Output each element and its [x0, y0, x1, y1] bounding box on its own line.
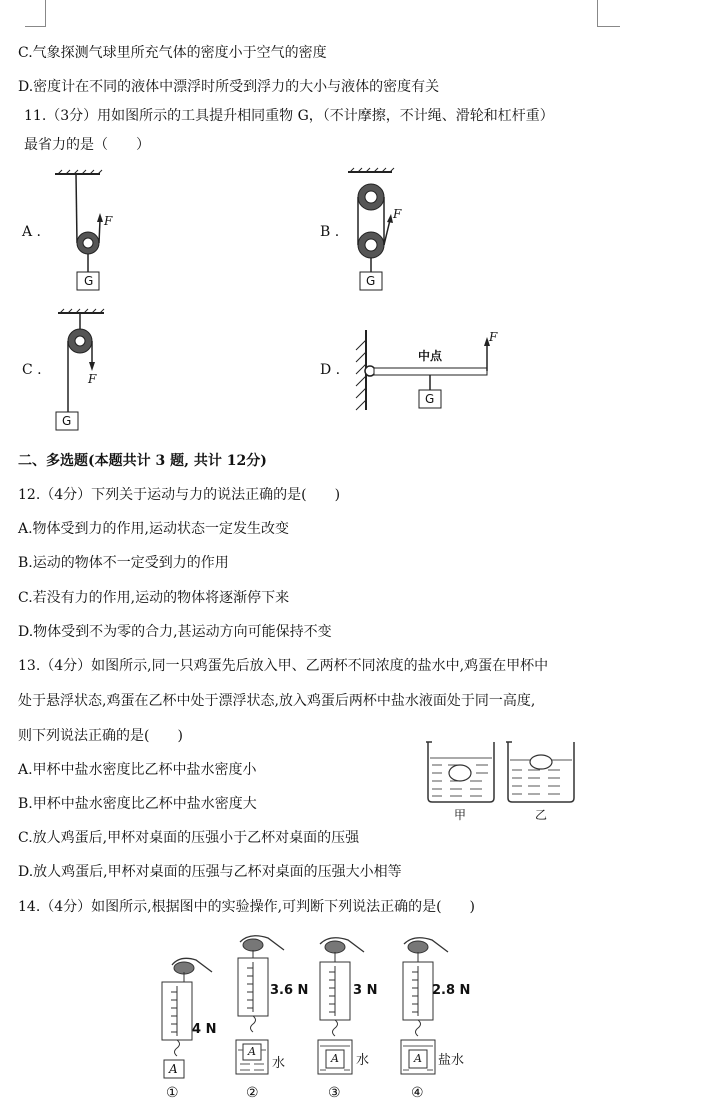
q14-liquid-4: 盐水 [438, 1053, 465, 1068]
q13-option-b: B.甲杯中盐水密度比乙杯中盐水密度大 [18, 796, 257, 812]
q11-c-force-label: F [88, 372, 97, 386]
q14-object-3: A [331, 1052, 339, 1065]
q14-reading-2: 3.6 N [270, 983, 309, 998]
q14-stem: 14.（4分）如图所示,根据图中的实验操作,可判断下列说法正确的是( ) [18, 899, 475, 915]
q14-step-4: ④ [411, 1085, 424, 1101]
q14-reading-1: 4 N [192, 1022, 217, 1037]
q14-object-1: A [169, 1062, 178, 1076]
q11-d-force-label: F [489, 330, 498, 344]
q13-cup-left-label: 甲 [454, 808, 467, 822]
q13-option-c: C.放人鸡蛋后,甲杯对桌面的压强小于乙杯对桌面的压强 [18, 830, 360, 846]
q12-stem: 12.（4分）下列关于运动与力的说法正确的是( ) [18, 487, 341, 503]
q11-label-d: D . [320, 362, 341, 378]
q13-cup-right-label: 乙 [535, 808, 548, 822]
q11-d-weight-label: G [425, 392, 435, 406]
q11-label-c: C . [22, 362, 42, 378]
q14-object-2: A [248, 1045, 256, 1058]
q13-option-a: A.甲杯中盐水密度比乙杯中盐水密度小 [18, 762, 257, 778]
q11-c-weight-label: G [62, 414, 72, 428]
q12-option-a: A.物体受到力的作用,运动状态一定发生改变 [18, 521, 290, 537]
q10-option-c: C.气象探测气球里所充气体的密度小于空气的密度 [18, 45, 327, 61]
q14-liquid-2: 水 [272, 1056, 286, 1071]
q13-stem-line3: 则下列说法正确的是( ) [18, 728, 183, 744]
q11-label-a: A . [22, 224, 42, 240]
q11-a-force-label: F [104, 214, 113, 228]
section-heading: 二、多选题(本题共计 3 题, 共计 12分) [18, 453, 267, 469]
q12-option-d: D.物体受到不为零的合力,甚运动方向可能保持不变 [18, 624, 332, 640]
q13-stem-line1: 13.（4分）如图所示,同一只鸡蛋先后放入甲、乙两杯不同浓度的盐水中,鸡蛋在甲杯中 [18, 658, 549, 674]
q14-reading-3: 3 N [353, 983, 378, 998]
q11-b-weight-label: G [366, 274, 376, 288]
q11-label-b: B . [320, 224, 340, 240]
q12-option-c: C.若没有力的作用,运动的物体将逐渐停下来 [18, 590, 290, 606]
q14-object-4: A [414, 1052, 422, 1065]
q14-step-1: ① [166, 1085, 179, 1101]
q11-d-midpoint-label: 中点 [418, 349, 443, 363]
q14-step-3: ③ [328, 1085, 341, 1101]
q11-b-force-label: F [393, 207, 402, 221]
q14-reading-4: 2.8 N [432, 983, 471, 998]
q11-a-weight-label: G [84, 274, 94, 288]
q11-stem-line2: 最省力的是（ ） [24, 137, 150, 153]
q13-option-d: D.放人鸡蛋后,甲杯对桌面的压强与乙杯对桌面的压强大小相等 [18, 864, 402, 880]
q11-stem-line1: 11.（3分）用如图所示的工具提升相同重物 G，（不计摩擦，不计绳、滑轮和杠杆重） [24, 108, 554, 124]
q14-liquid-3: 水 [356, 1053, 370, 1068]
q12-option-b: B.运动的物体不一定受到力的作用 [18, 555, 229, 571]
q13-stem-line2: 处于悬浮状态,鸡蛋在乙杯中处于漂浮状态,放入鸡蛋后两杯中盐水液面处于同一高度, [18, 693, 536, 709]
q14-step-2: ② [246, 1085, 259, 1101]
q10-option-d: D.密度计在不同的液体中漂浮时所受到浮力的大小与液体的密度有关 [18, 79, 440, 95]
